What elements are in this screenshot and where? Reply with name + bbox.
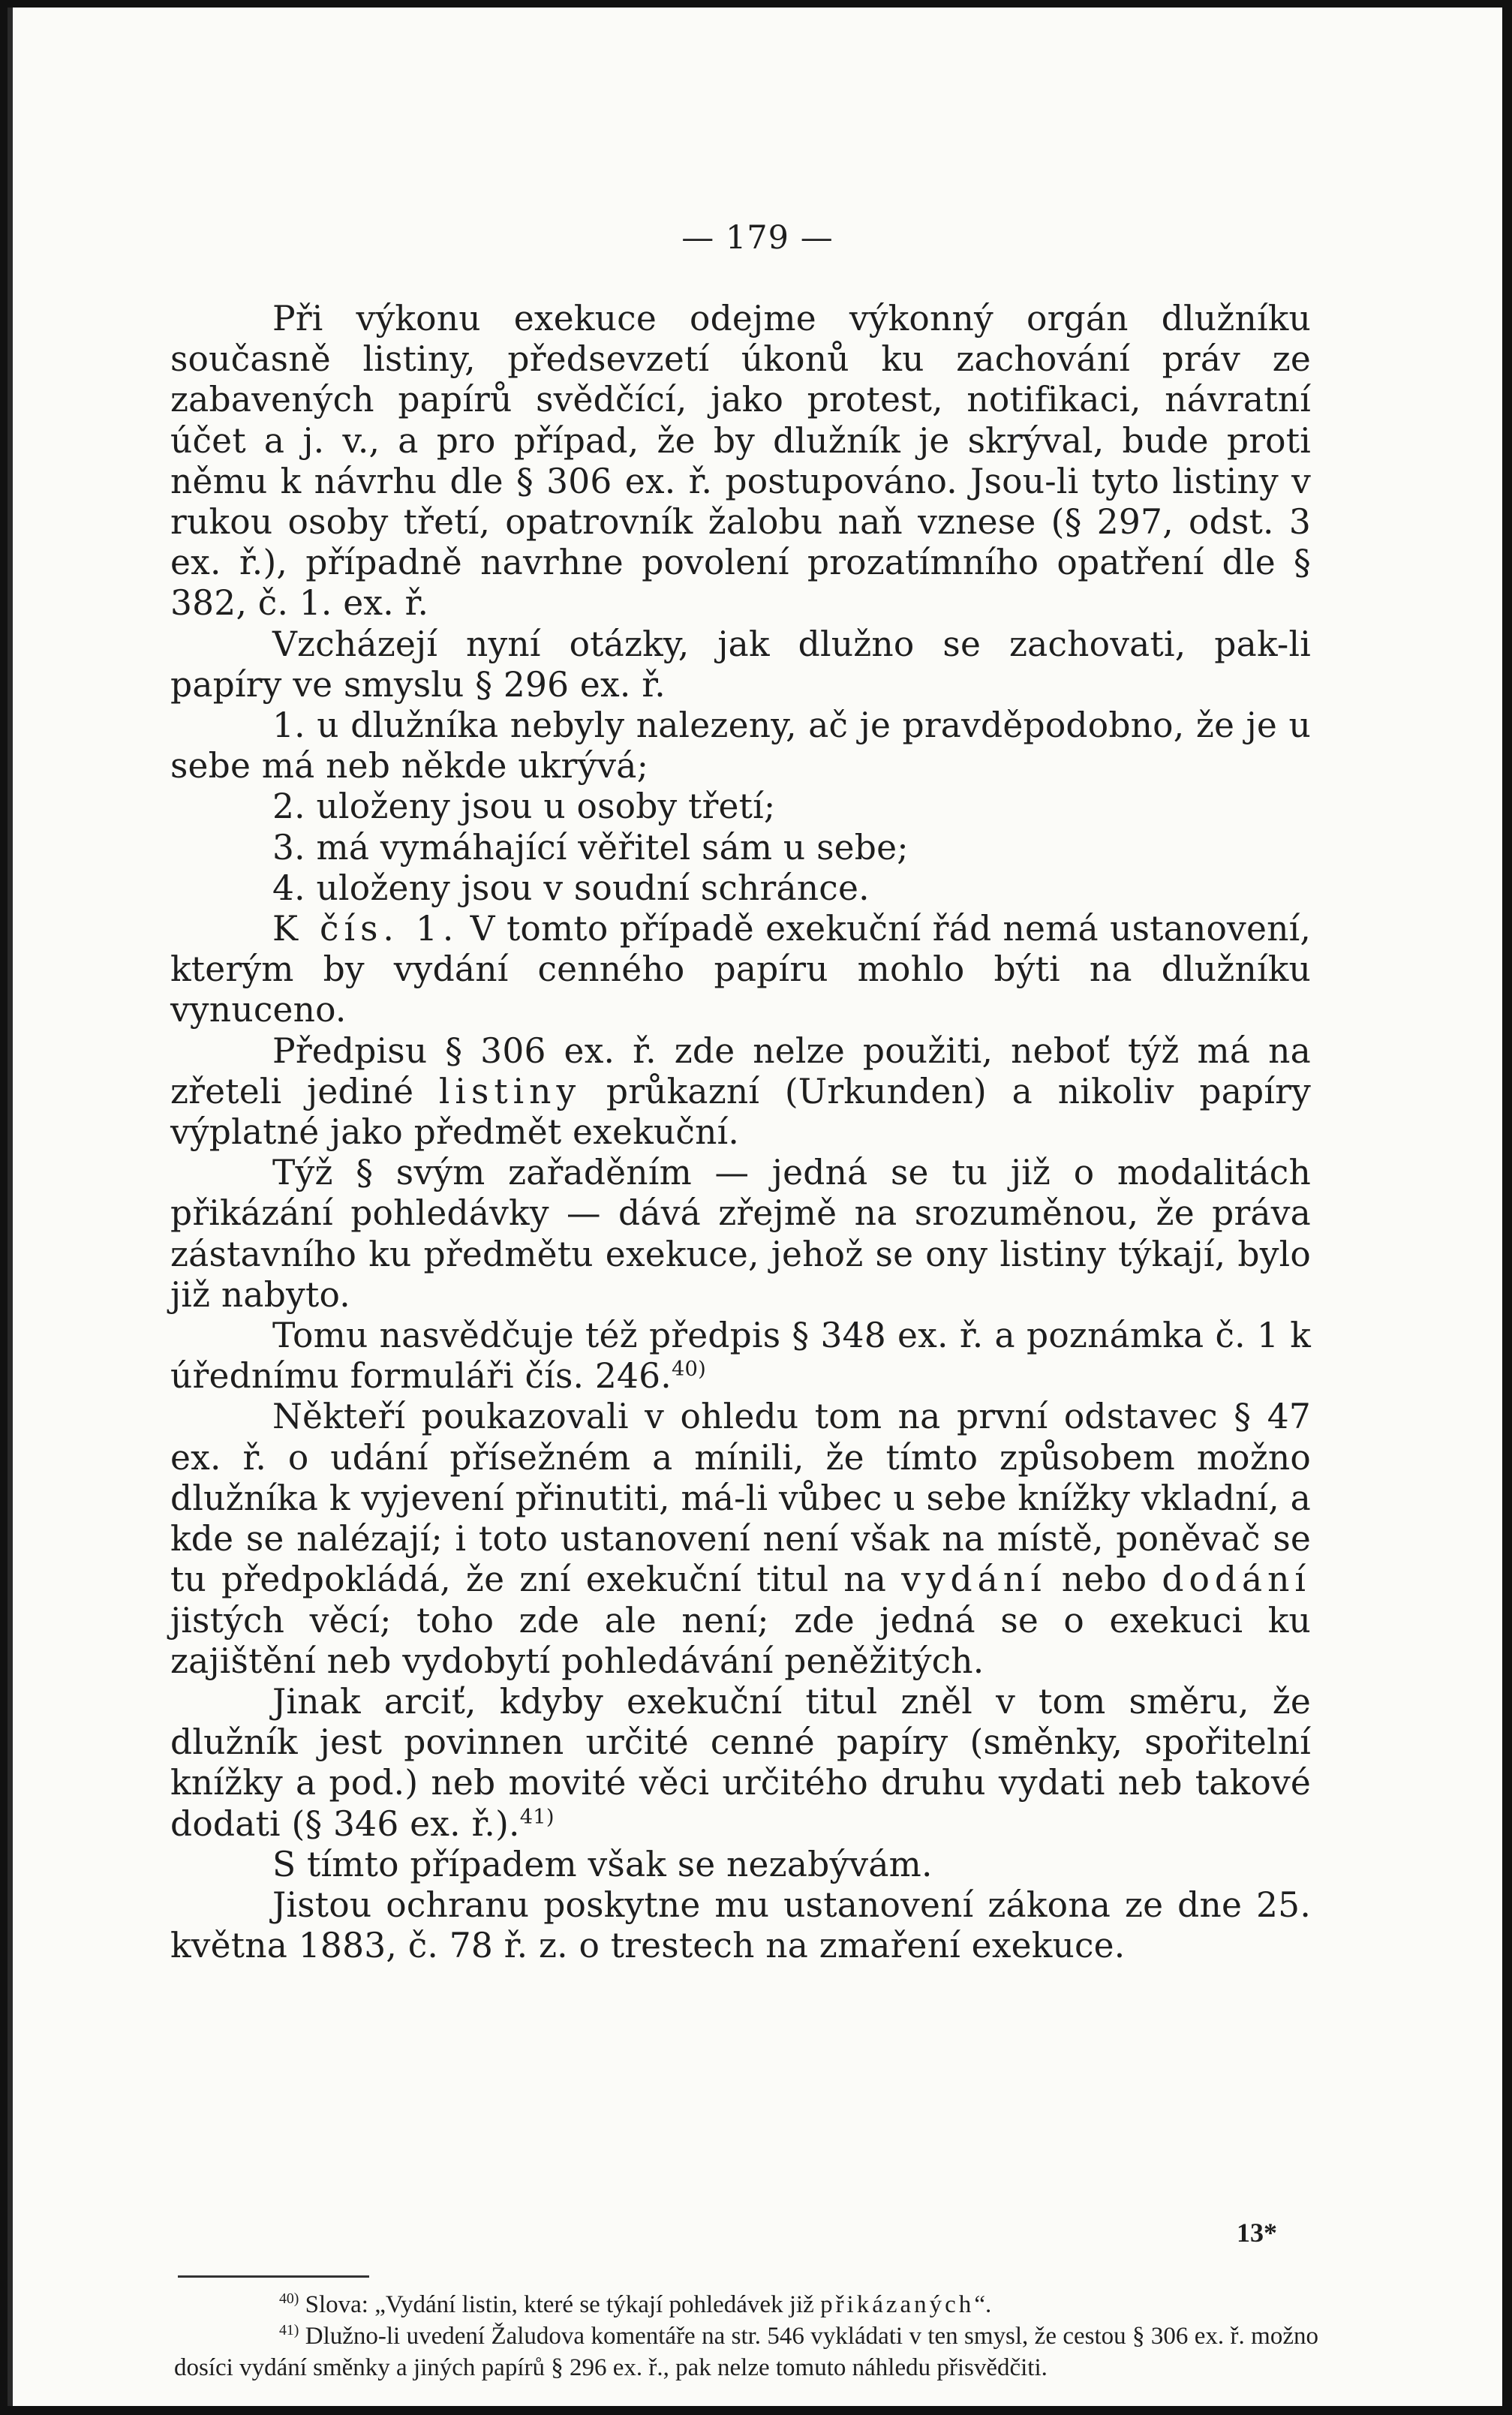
footnotes [174, 2289, 1318, 2383]
paragraph-7-c: jistých věcí; toho zde ale není; zde jedná se o exekuci ku zajištění neb vydobytí pohledávání peněžitých. [170, 1600, 1311, 1681]
paragraph-7-a: Někteří poukazovali v ohledu tom na první odstavec § 47 ex. ř. o udání přísežném a mínili, že tímto způsobem možno dlužníka k vyjevení přinutiti, má-li vůbec u sebe knížky vkladní, a kde se nalézají; i toto ustanovení není však na místě, poněvač se tu předpokládá, že zní exekuční titul na [170, 1397, 1311, 1600]
list-item-2: 2. uloženy jsou u osoby třetí; [272, 786, 776, 827]
main-text [170, 299, 1311, 1966]
footnote-40-mark: 40) [279, 2290, 299, 2307]
list-item-4: 4. uloženy jsou v soudní schránce. [272, 868, 870, 908]
spaced-lead: K čís. 1. [272, 909, 459, 949]
footnote-40-spaced: přikázaných [820, 2291, 975, 2318]
paragraph-2: Vzcházejí nyní otázky, jak dlužno se zachovati, pak-li papíry ve smyslu § 296 ex. ř. [170, 624, 1311, 705]
footnote-40-text: Slova: „Vydání listin, které se týkají pohledávek již [299, 2291, 821, 2318]
footnote-41 [174, 2320, 1318, 2383]
paragraph-8 [170, 1682, 1311, 1845]
paragraph-7 [170, 1397, 1311, 1681]
footnote-divider [178, 2275, 369, 2278]
footnote-ref-40: 40) [671, 1358, 706, 1382]
footnote-41-text: Dlužno-li uvedení Žaludova komentáře na str. 546 vykládati v ten smysl, že cestou § 306 ex. ř. možno dosíci vydání směnky a jiných papírů § 296 ex. ř., pak nelze tomuto náhledu přisvědčiti. [174, 2323, 1318, 2381]
footnote-ref-41: 41) [519, 1805, 555, 1829]
paragraph-10: Jistou ochranu poskytne mu ustanovení zákona ze dne 25. května 1883, č. 78 ř. z. o trestech na zmaření exekuce. [170, 1884, 1311, 1966]
paragraph-4-b: průkazní (Urkunden) a nikoliv papíry výplatné jako předmět exekuční. [170, 1071, 1311, 1153]
paragraph-9: S tímto případem však se nezabývám. [272, 1844, 933, 1884]
page-number: — 179 — [681, 219, 834, 257]
paragraph-3-text: V tomto případě exekuční řád nemá ustanovení, kterým by vydání cenného papíru mohlo býti na dlužníku vynuceno. [170, 909, 1312, 1030]
footnote-40 [174, 2289, 1318, 2320]
paragraph-6 [170, 1316, 1311, 1397]
list-item-3: 3. má vymáhající věřitel sám u sebe; [272, 827, 909, 868]
paragraph-3 [170, 909, 1311, 1031]
paragraph-5: Týž § svým zařaděním — jedná se tu již o modalitách přikázání pohledávky — dává zřejmě na srozuměnou, že práva zástavního ku předmětu exekuce, jehož se ony listiny týkají, bylo již nabyto. [170, 1153, 1311, 1315]
paragraph-8-text: Jinak arciť, kdyby exekuční titul zněl v tom směru, že dlužník jest povinnen určité cenné papíry (směnky, spořitelní knížky a pod.) neb movité věci určitého druhu vydati neb takové dodati (§ 346 ex. ř.). [170, 1681, 1311, 1844]
paragraph-6-text: Tomu nasvědčuje též předpis § 348 ex. ř. a poznámka č. 1 k úřednímu formuláři čís. 246. [170, 1316, 1311, 1397]
footnote-41-mark: 41) [279, 2322, 299, 2338]
book-page [8, 8, 1502, 2406]
paragraph-7-b: nebo [1046, 1559, 1162, 1600]
list-item-1: 1. u dlužníka nebyly nalezeny, ač je pravděpodobno, že je u sebe má neb někde ukrývá; [170, 705, 1311, 786]
paragraph-4-a: Předpisu § 306 ex. ř. zde nelze použiti, neboť týž má na zřeteli jediné [170, 1030, 1311, 1111]
spaced-word-dodani: dodání [1162, 1559, 1311, 1600]
signature-mark: 13* [1237, 2218, 1277, 2248]
spaced-word-vydani: vydání [901, 1559, 1047, 1600]
spaced-word-listiny: listiny [438, 1071, 582, 1111]
paragraph-1: Při výkonu exekuce odejme výkonný orgán dlužníku současně listiny, předsevzetí úkonů ku zachování práv ze zabavených papírů svědčící, jako protest, notifikaci, návratní účet a j. v., a pro případ, že by dlužník je skrýval, bude proti němu k návrhu dle § 306 ex. ř. postupováno. Jsou-li tyto listiny v rukou osoby třetí, opatrovník žalobu naň vznese (§ 297, odst. 3 ex. ř.), případně navrhne povolení prozatímního opatření dle § 382, č. 1. ex. ř. [170, 299, 1311, 624]
paragraph-4 [170, 1031, 1311, 1153]
footnote-40-end: “. [974, 2291, 992, 2318]
